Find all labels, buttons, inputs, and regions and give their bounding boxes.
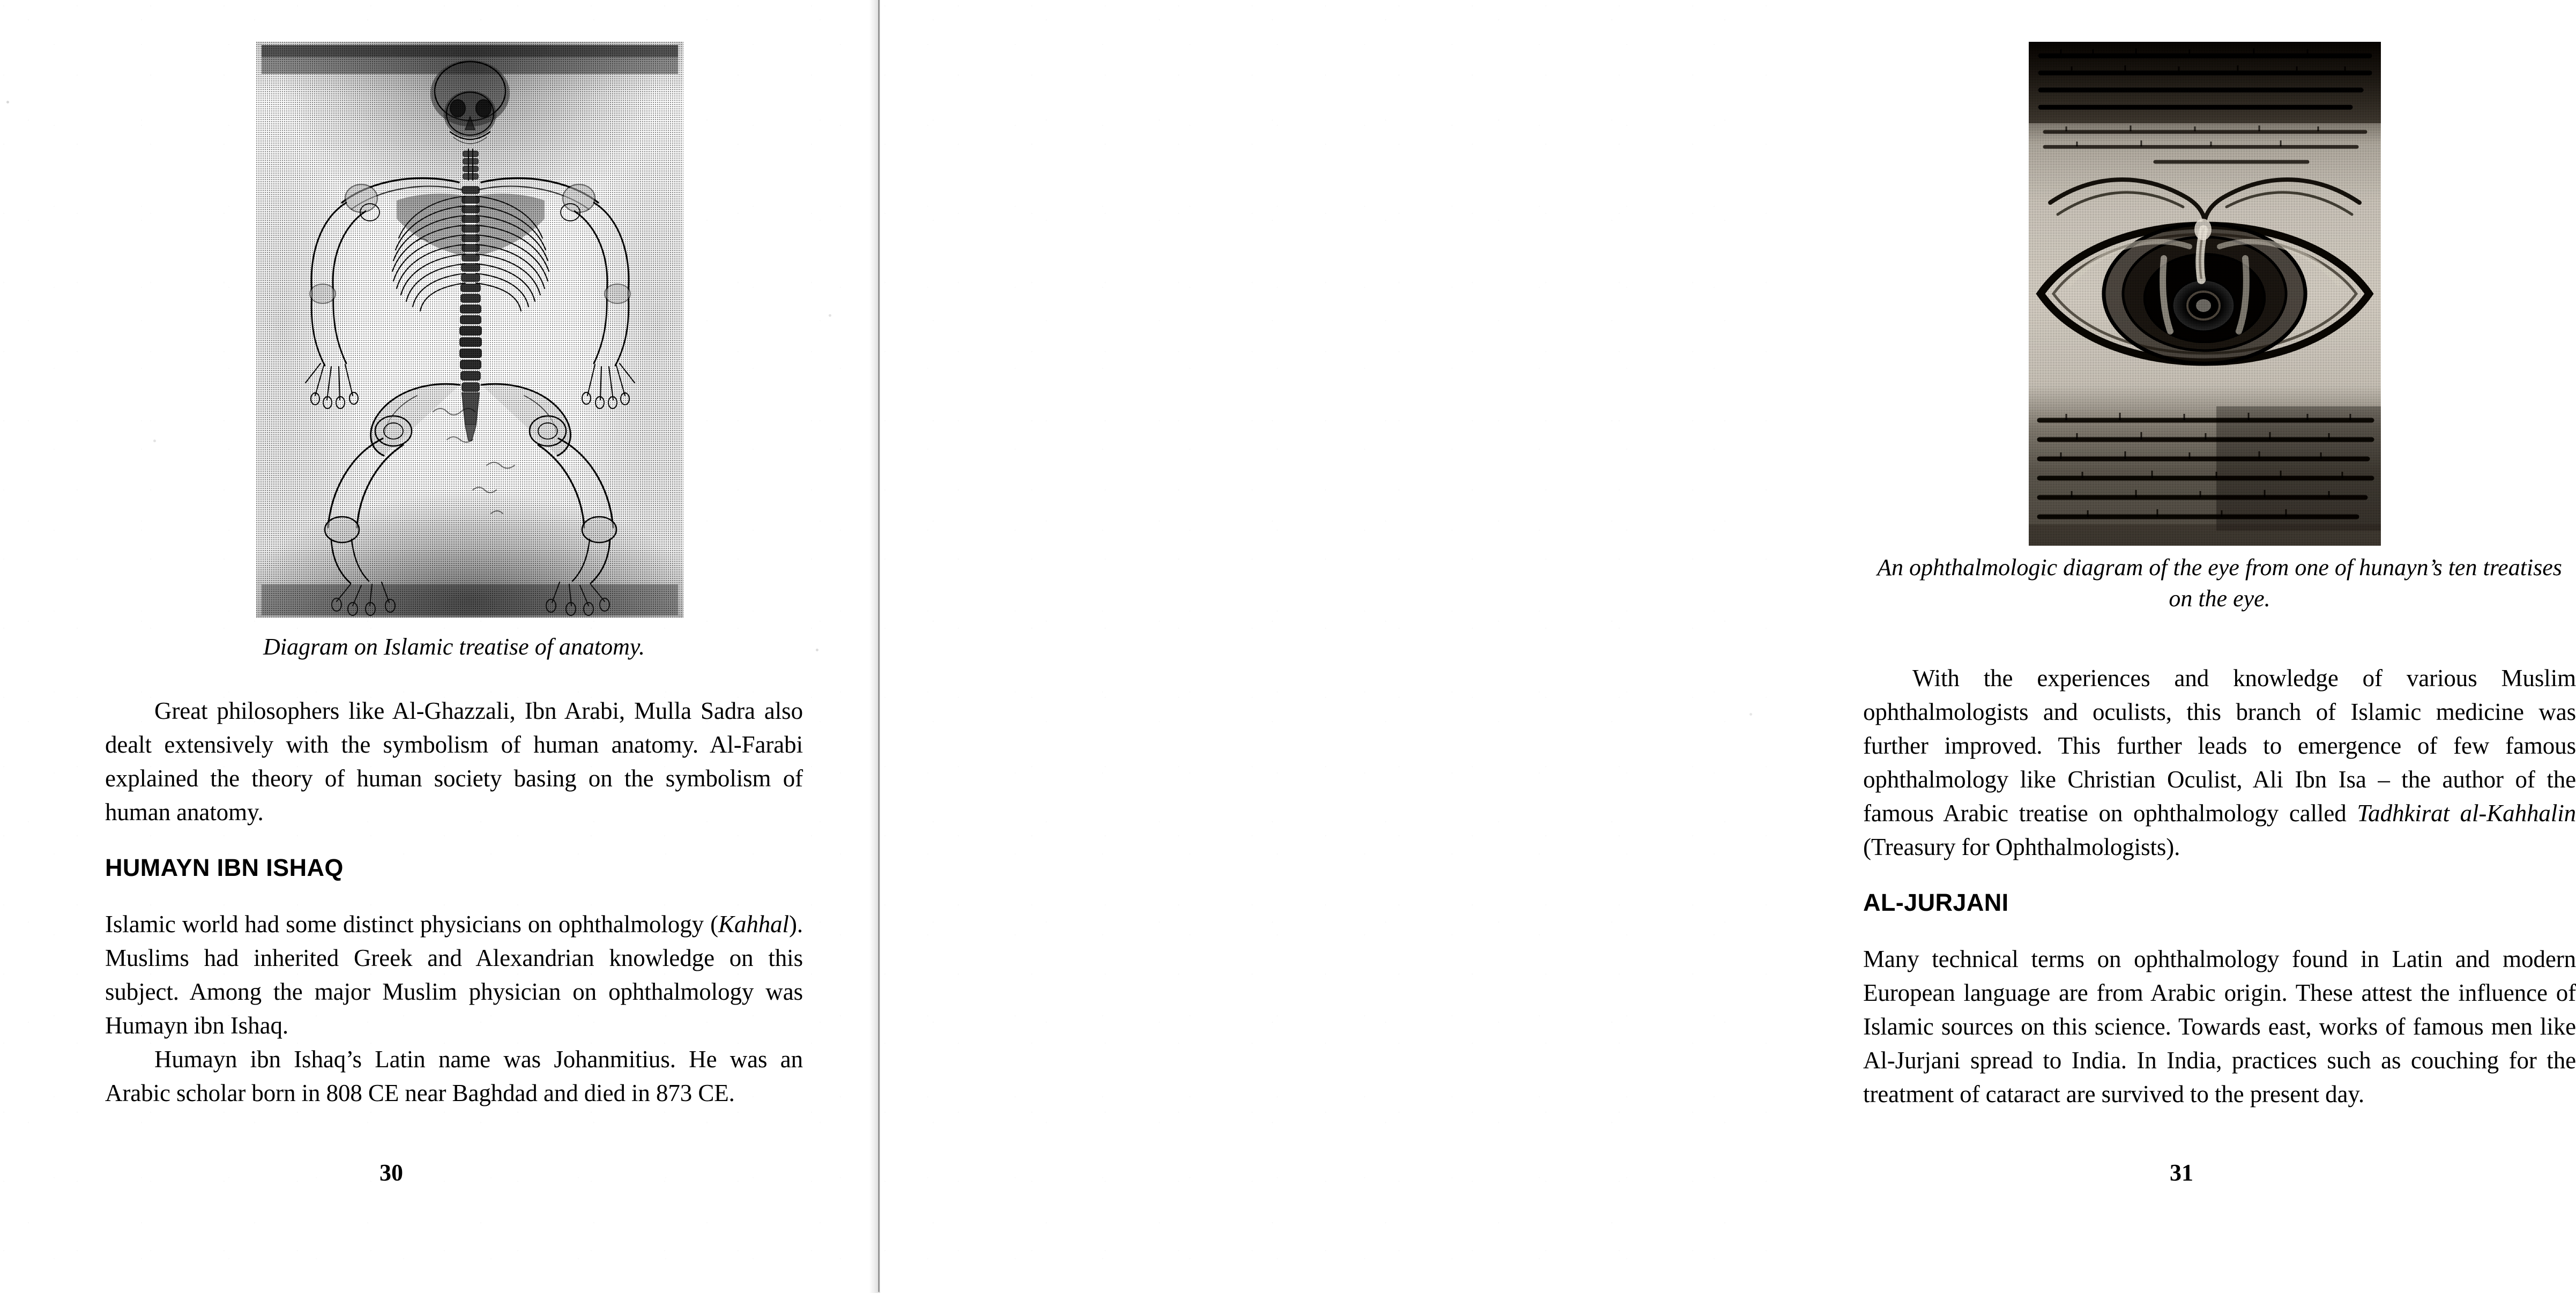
heading-humayn-ibn-ishaq: HUMAYN IBN ISHAQ	[105, 854, 344, 881]
scan-speck	[153, 440, 156, 442]
eye-figure-caption: An ophthalmologic diagram of the eye from one of hunayn’s ten treatises on the eye.	[1877, 554, 2562, 612]
term-kahhal-italic: Kahhal	[718, 911, 789, 938]
right-column-text	[1863, 661, 2576, 1111]
ophthalmologic-eye-figure	[2029, 42, 2381, 546]
scan-speck	[6, 101, 9, 103]
scan-speck	[829, 314, 831, 317]
paragraph-kahhal	[105, 908, 803, 1043]
gutter-line	[878, 0, 880, 1292]
paragraph-kahhal-part2: ). Muslims had inherited Greek and Alexandrian knowledge on this subject. Among the major Muslim physician on ophthalmology was Humayn ibn Ishaq.	[105, 911, 803, 1039]
paragraph-muslim-ophthalmologists	[1863, 661, 2576, 864]
paragraph-ophthalmologists-part2: (Treasury for Ophthalmologists).	[1863, 834, 2180, 860]
paragraph-philosophers: Great philosophers like Al-Ghazzali, Ibn Arabi, Mulla Sadra also dealt extensively with the symbolism of human anatomy. Al-Farabi explained the theory of human society basing on the symbolism of human anatomy.	[105, 697, 803, 826]
paragraph-ophthalmologists-part1: With the experiences and knowledge of various Muslim ophthalmologists and oculists, this branch of Islamic medicine was further improved. This further leads to emergence of few famous ophthalmology like Christian Oculist, Ali Ibn Isa – the author of the famous Arabic treatise on ophthalmology called	[1863, 665, 2576, 827]
anatomy-figure-caption: Diagram on Islamic treatise of anatomy.	[263, 634, 645, 660]
page-number-right: 31	[2170, 1159, 2193, 1186]
paragraph-technical-terms: Many technical terms on ophthalmology found in Latin and modern European language are from Arabic origin. These attest the influence of Islamic sources on this science. Towards east, works of famous men like Al-Jurjani spread to India. In India, practices such as couching for the treatment of cataract are survived to the present day.	[1863, 946, 2576, 1107]
scan-speck	[1749, 713, 1752, 716]
page-number-left: 30	[379, 1159, 403, 1186]
scan-speck	[816, 649, 818, 651]
paragraph-johanmitius: Humayn ibn Ishaq’s Latin name was Johanmitius. He was an Arabic scholar born in 808 CE near Baghdad and died in 873 CE.	[105, 1046, 803, 1106]
heading-al-jurjani: AL-JURJANI	[1863, 889, 2009, 916]
islamic-anatomy-figure	[256, 42, 683, 618]
left-page	[0, 0, 879, 1301]
right-page	[879, 0, 2576, 1301]
left-column-text	[105, 694, 803, 1110]
paragraph-kahhal-part1: Islamic world had some distinct physicians on ophthalmology (	[105, 911, 719, 938]
title-tadhkirat-al-kahhalin-italic: Tadhkirat al-Kahhalin	[2357, 800, 2576, 827]
